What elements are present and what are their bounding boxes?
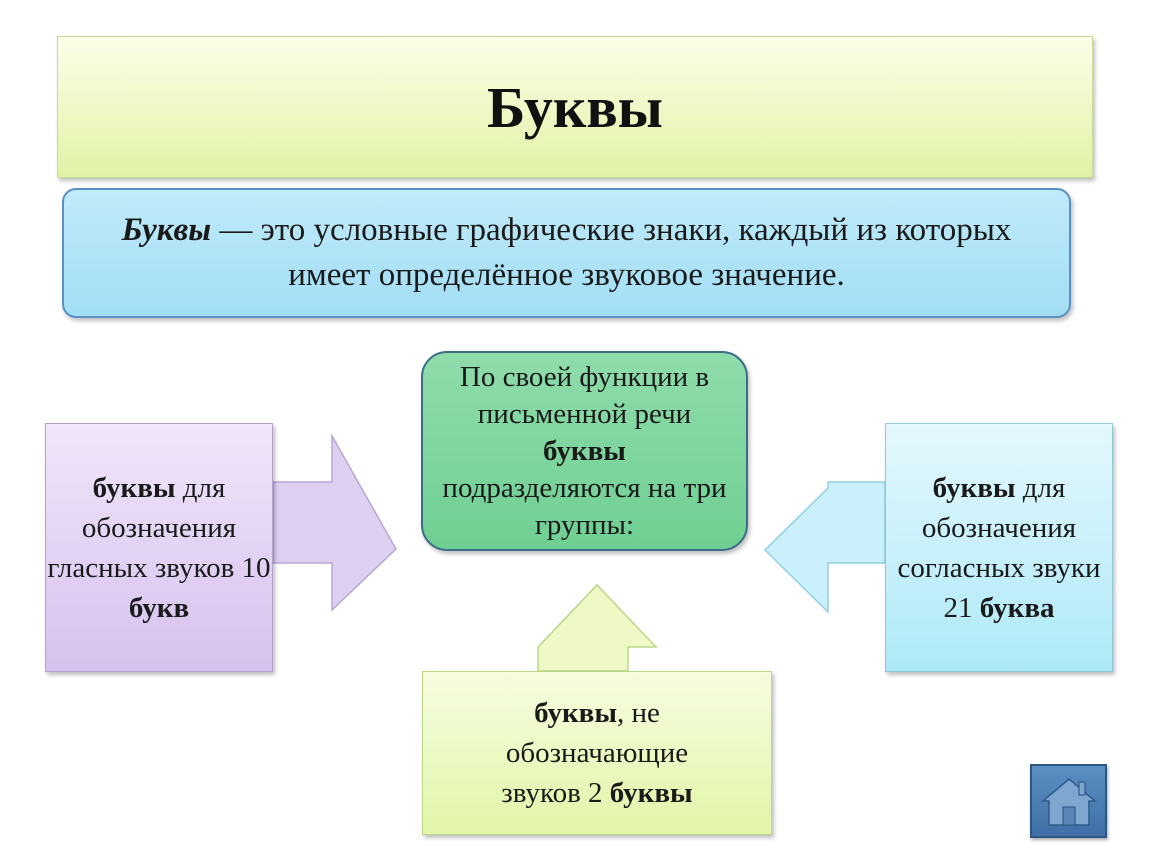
definition-term: Буквы [121, 212, 212, 248]
consonant-letters-bold-start: буквы [932, 471, 1016, 504]
consonant-letters-body: для обозначения согласных звуки 21 [897, 471, 1101, 624]
vowel-letters-body: для обозначения гласных звуков 10 [47, 471, 271, 584]
page-title: Буквы [487, 74, 663, 140]
center-text-start: По своей функции в письменной речи [459, 360, 710, 430]
center-text-bold: буквы [543, 434, 626, 467]
vowel-letters-box [45, 423, 273, 672]
consonant-letters-bold-end: буква [979, 591, 1055, 624]
right-arrow [765, 482, 885, 612]
silent-letters-box [422, 671, 772, 835]
up-arrow [538, 585, 656, 671]
vowel-letters-text [46, 468, 272, 628]
definition-body: — это условные графические знаки, каждый из которых имеет определённое звуковое значение. [211, 212, 1012, 293]
home-button[interactable] [1030, 764, 1107, 838]
vowel-letters-bold-end: букв [128, 591, 190, 624]
vowel-letters-bold-start: буквы [92, 471, 176, 504]
home-icon [1039, 773, 1099, 829]
center-text-end: подразделяются на три группы: [442, 471, 727, 541]
consonant-letters-box [885, 423, 1113, 672]
left-arrow [273, 436, 396, 610]
silent-letters-body: , не обозначающие звуков 2 [501, 697, 689, 809]
consonant-letters-text [886, 468, 1112, 628]
center-group-box [421, 351, 748, 551]
silent-letters-bold-start: буквы [534, 697, 617, 729]
center-text [441, 359, 728, 544]
silent-letters-text [423, 693, 771, 813]
silent-letters-bold-end: буквы [609, 777, 693, 809]
